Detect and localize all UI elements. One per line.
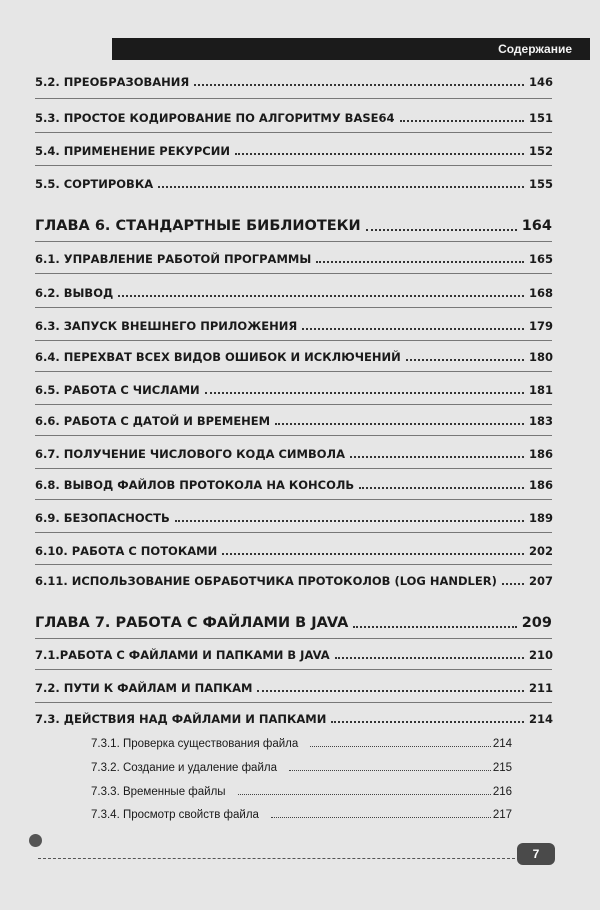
toc-entry-label: 6.8. ВЫВОД ФАЙЛОВ ПРОТОКОЛА НА КОНСОЛЬ (35, 478, 355, 492)
toc-entry-6-2 (35, 282, 553, 300)
toc-entry-page: 214 (528, 712, 553, 726)
toc-entry-label: 6.9. БЕЗОПАСНОСТЬ (35, 511, 170, 525)
toc-entry-6-9 (35, 507, 553, 525)
toc-entry-page: 207 (528, 574, 553, 588)
toc-subentry-label: 7.3.1. Проверка существования файла (91, 738, 299, 750)
toc-entry-page: 202 (528, 544, 553, 558)
toc-entry-5-2 (35, 71, 553, 89)
dot-leader (350, 456, 524, 458)
toc-entry-6-1 (35, 248, 553, 266)
dot-leader (175, 520, 524, 522)
toc-entry-6-7 (35, 443, 553, 461)
footer-dashed-line (38, 858, 515, 859)
divider (35, 435, 552, 436)
toc-entry-7-3 (35, 708, 553, 726)
dot-leader (316, 261, 524, 263)
toc-chapter-label: ГЛАВА 7. РАБОТА С ФАЙЛАМИ В JAVA (35, 615, 349, 631)
dot-leader (406, 359, 524, 361)
dot-leader (359, 487, 524, 489)
dot-leader (400, 120, 524, 122)
toc-subentry-7-3-1 (91, 732, 512, 750)
toc-entry-page: 181 (528, 383, 553, 397)
toc-entry-7-1 (35, 644, 553, 662)
toc-entry-label: 6.4. ПЕРЕХВАТ ВСЕХ ВИДОВ ОШИБОК И ИСКЛЮЧЕНИЙ (35, 350, 401, 364)
dot-leader (275, 423, 524, 425)
dot-leader (502, 583, 524, 585)
divider (35, 499, 552, 500)
toc-entry-page: 165 (528, 252, 553, 266)
dot-leader (289, 770, 491, 771)
toc-entry-label: 6.3. ЗАПУСК ВНЕШНЕГО ПРИЛОЖЕНИЯ (35, 319, 298, 333)
divider (35, 165, 552, 166)
toc-entry-label: 6.10. РАБОТА С ПОТОКАМИ (35, 544, 218, 558)
toc-entry-6-8 (35, 474, 553, 492)
toc-entry-page: 155 (528, 177, 553, 191)
toc-entry-page: 211 (528, 681, 553, 695)
divider (35, 371, 552, 372)
page-number-badge: 7 (517, 843, 555, 865)
dot-leader (205, 392, 524, 394)
toc-entry-5-5 (35, 173, 553, 191)
toc-entry-6-4 (35, 346, 553, 364)
toc-entry-page: 183 (528, 414, 553, 428)
toc-entry-6-11 (35, 570, 553, 588)
toc-subentry-7-3-2 (91, 756, 512, 774)
divider (35, 132, 552, 133)
toc-entry-label: 6.1. УПРАВЛЕНИЕ РАБОТОЙ ПРОГРАММЫ (35, 252, 312, 266)
toc-chapter-page: 164 (521, 218, 552, 234)
toc-chapter-label: ГЛАВА 6. СТАНДАРТНЫЕ БИБЛИОТЕКИ (35, 218, 361, 234)
divider (35, 638, 552, 639)
toc-entry-label: 5.2. ПРЕОБРАЗОВАНИЯ (35, 75, 190, 89)
toc-entry-page: 189 (528, 511, 553, 525)
divider (35, 340, 552, 341)
toc-chapter-7 (35, 611, 552, 631)
divider (35, 98, 552, 99)
divider (35, 273, 552, 274)
divider (35, 564, 552, 565)
dot-leader (302, 328, 524, 330)
toc-entry-label: 6.2. ВЫВОД (35, 286, 114, 300)
toc-entry-label: 6.7. ПОЛУЧЕНИЕ ЧИСЛОВОГО КОДА СИМВОЛА (35, 447, 345, 461)
divider (35, 702, 552, 703)
toc-entry-page: 186 (528, 447, 553, 461)
toc-entry-page: 151 (528, 111, 553, 125)
dot-leader (335, 657, 524, 659)
divider (35, 307, 552, 308)
toc-entry-label: 5.5. СОРТИРОВКА (35, 177, 154, 191)
toc-entry-label: 7.2. ПУТИ К ФАЙЛАМ И ПАПКАМ (35, 681, 253, 695)
toc-entry-label: 6.5. РАБОТА С ЧИСЛАМИ (35, 383, 200, 397)
running-header-bar (112, 38, 590, 60)
toc-entry-page: 146 (528, 75, 553, 89)
dot-leader (222, 553, 524, 555)
toc-subentry-page: 215 (492, 762, 512, 774)
toc-subentry-page: 217 (492, 809, 512, 821)
divider (35, 404, 552, 405)
dot-leader (235, 153, 524, 155)
divider (35, 241, 552, 242)
toc-entry-6-10 (35, 540, 553, 558)
dot-leader (158, 186, 524, 188)
toc-chapter-6 (35, 214, 552, 234)
toc-entry-page: 168 (528, 286, 553, 300)
dot-leader (238, 794, 491, 795)
toc-entry-page: 152 (528, 144, 553, 158)
toc-subentry-7-3-3 (91, 780, 512, 798)
toc-entry-page: 180 (528, 350, 553, 364)
toc-entry-6-6 (35, 410, 553, 428)
toc-entry-5-4 (35, 140, 553, 158)
toc-subentry-page: 216 (492, 786, 512, 798)
dot-leader (353, 626, 516, 628)
divider (35, 468, 552, 469)
toc-entry-label: 6.6. РАБОТА С ДАТОЙ И ВРЕМЕНЕМ (35, 414, 271, 428)
footer-dot (29, 834, 42, 847)
toc-entry-7-2 (35, 677, 553, 695)
dot-leader (118, 295, 524, 297)
dot-leader (366, 229, 517, 231)
toc-subentry-label: 7.3.2. Создание и удаление файла (91, 762, 277, 774)
toc-entry-page: 210 (528, 648, 553, 662)
toc-entry-label: 7.1.РАБОТА С ФАЙЛАМИ И ПАПКАМИ В JAVA (35, 648, 330, 662)
toc-subentry-7-3-4 (91, 803, 512, 821)
dot-leader (331, 721, 524, 723)
toc-entry-label: 5.4. ПРИМЕНЕНИЕ РЕКУРСИИ (35, 144, 230, 158)
running-header-title: Содержание (498, 42, 572, 56)
toc-entry-label: 5.3. ПРОСТОЕ КОДИРОВАНИЕ ПО АЛГОРИТМУ BASE64 (35, 111, 395, 125)
dot-leader (310, 746, 491, 747)
divider (35, 532, 552, 533)
toc-entry-5-3 (35, 107, 553, 125)
divider (35, 669, 552, 670)
toc-subentry-label: 7.3.4. Просмотр свойств файла (91, 809, 259, 821)
toc-entry-6-3 (35, 315, 553, 333)
dot-leader (257, 690, 524, 692)
toc-subentry-page: 214 (492, 738, 512, 750)
dot-leader (271, 817, 491, 818)
toc-entry-label: 7.3. ДЕЙСТВИЯ НАД ФАЙЛАМИ И ПАПКАМИ (35, 712, 327, 726)
toc-entry-6-5 (35, 379, 553, 397)
toc-chapter-page: 209 (521, 615, 552, 631)
dot-leader (194, 84, 524, 86)
toc-subentry-label: 7.3.3. Временные файлы (91, 786, 226, 798)
toc-entry-page: 179 (528, 319, 553, 333)
toc-entry-label: 6.11. ИСПОЛЬЗОВАНИЕ ОБРАБОТЧИКА ПРОТОКОЛОВ (LOG HANDLER) (35, 574, 497, 588)
toc-entry-page: 186 (528, 478, 553, 492)
